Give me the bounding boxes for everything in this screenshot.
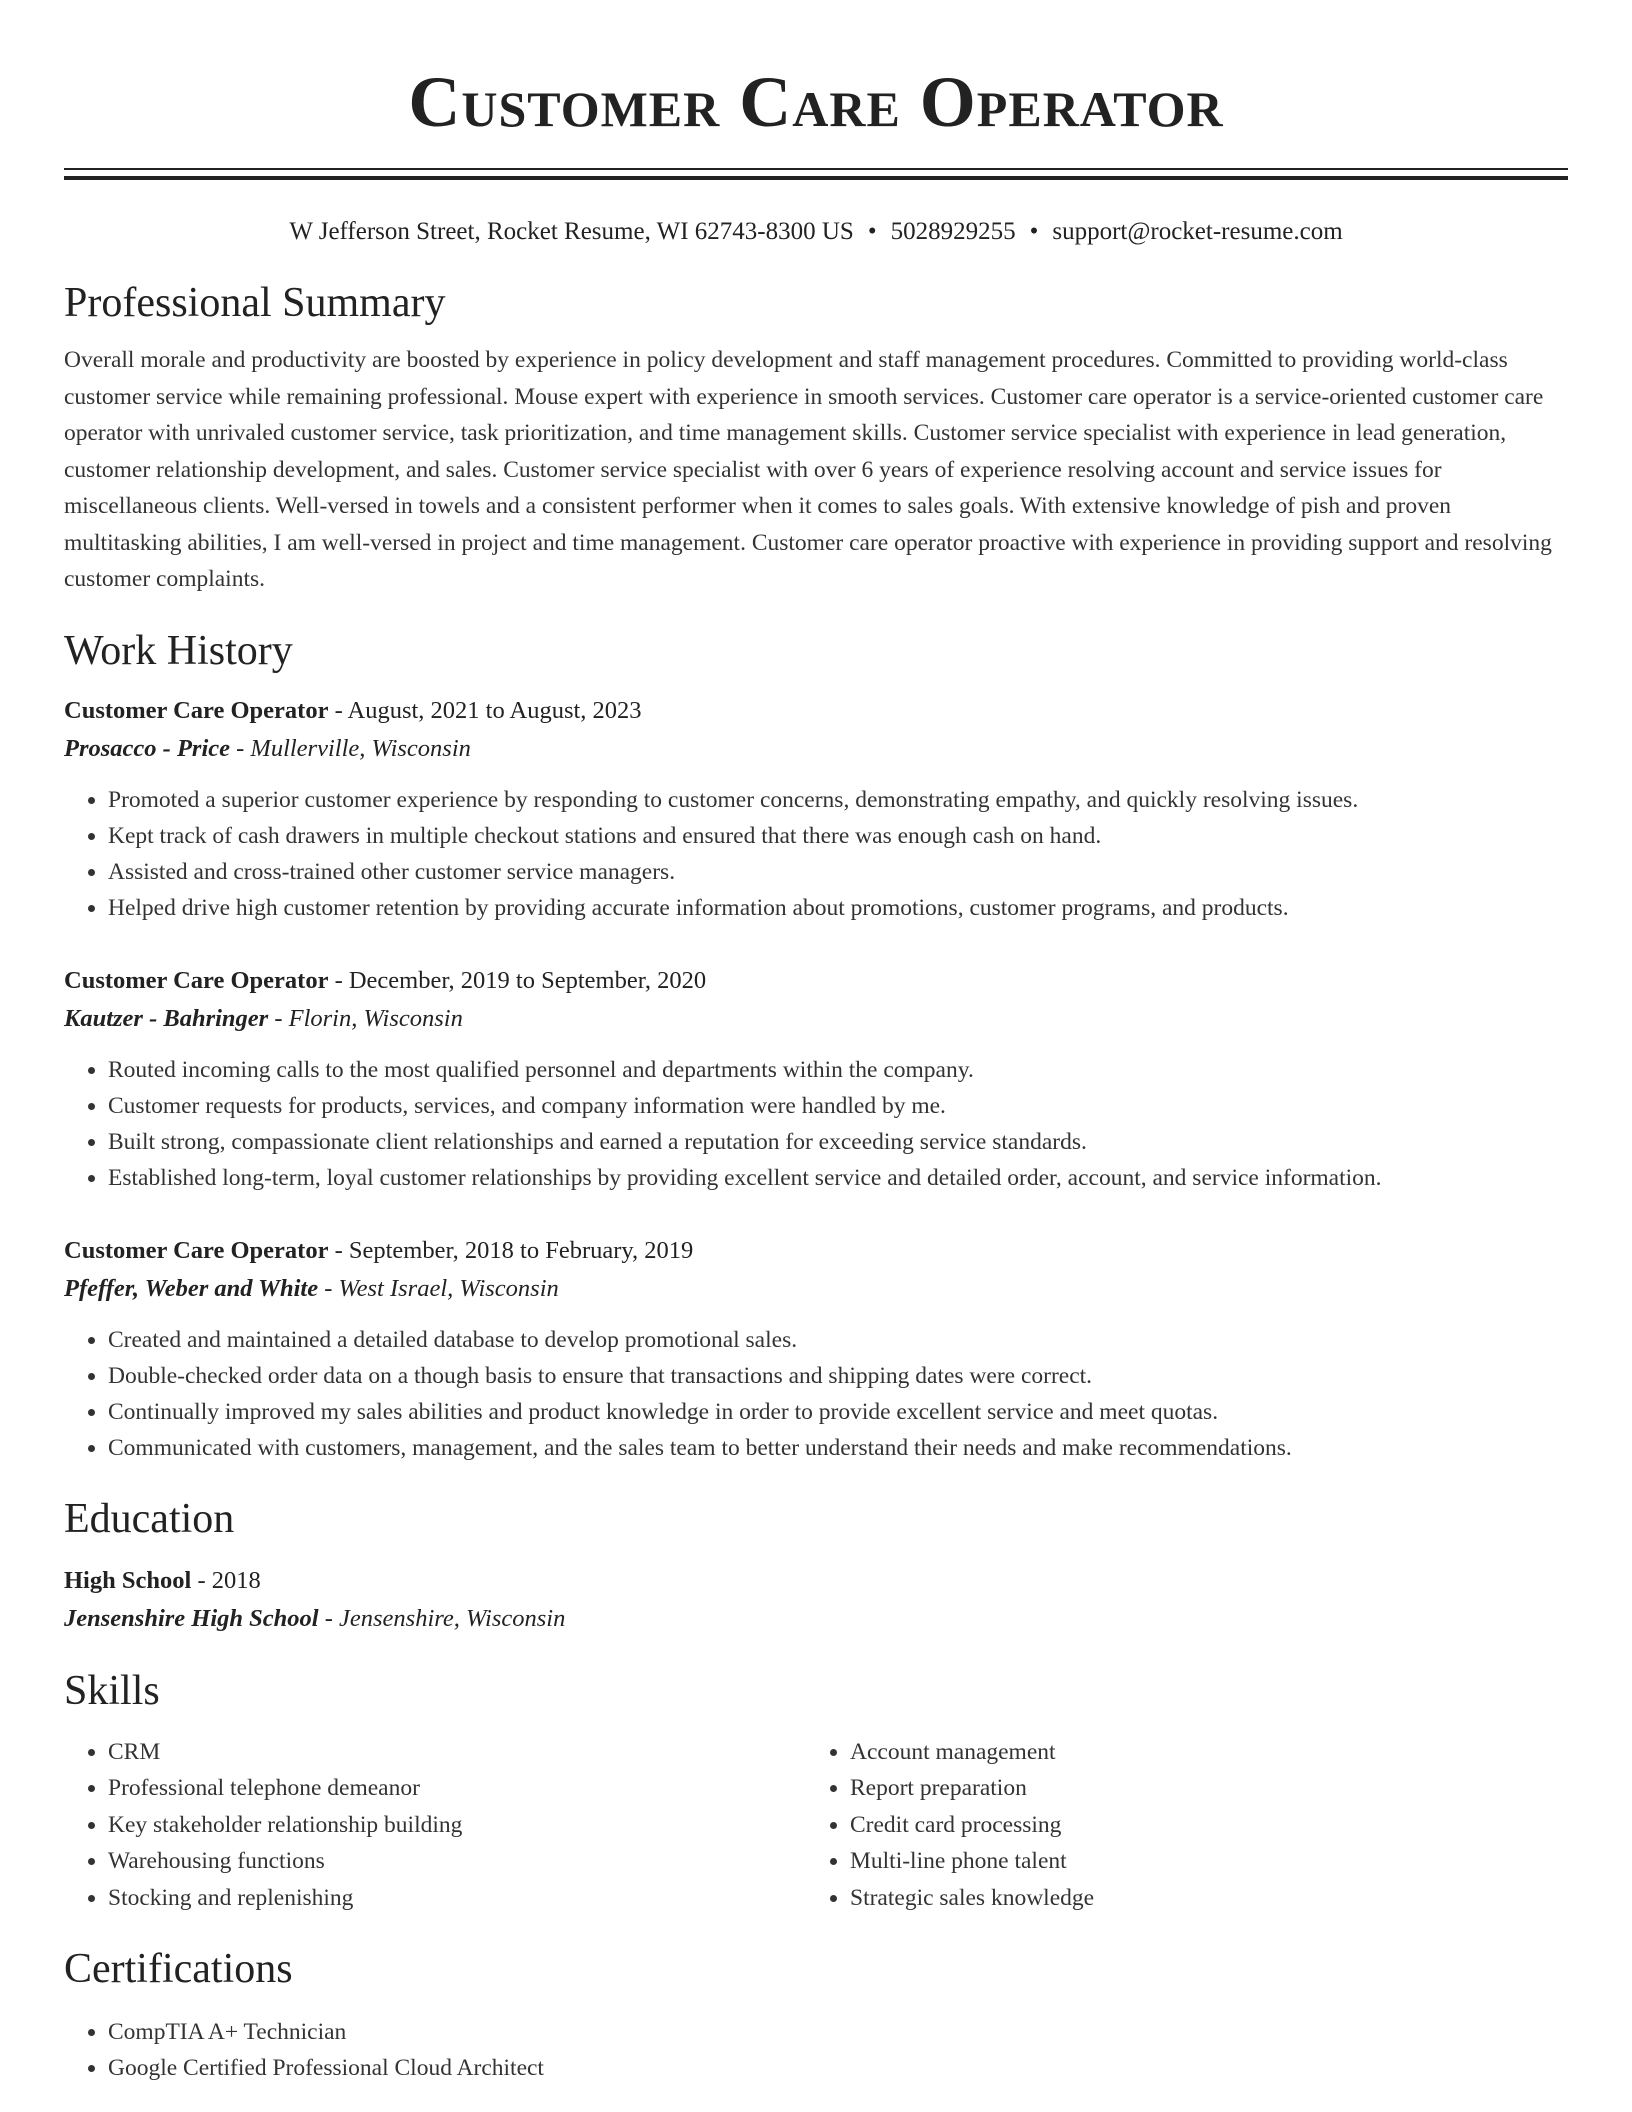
job-bullets: [64, 1052, 1568, 1196]
job-title: Customer Care Operator: [64, 696, 329, 724]
list-item: • CompTIA A+ Technician: [108, 2014, 1568, 2050]
list-item: • Professional telephone demeanor: [108, 1770, 806, 1807]
skills-list-left: [64, 1734, 806, 1917]
list-item: • Warehousing functions: [108, 1843, 806, 1880]
education-year: - 2018: [191, 1566, 261, 1594]
contact-line: [64, 216, 1568, 248]
contact-email: support@rocket-resume.com: [1052, 218, 1343, 245]
header-divider-thin: [64, 168, 1568, 170]
summary-paragraph: Overall morale and productivity are boosted by experience in policy development and staff management procedures. Committed to providing world-class customer service while remaining professional. Mouse expert with experience in smooth services. Customer care operator is a service-oriented customer care operator with unrivaled customer service, task prioritization, and time management skills. Customer service specialist with experience in lead generation, customer relationship development, and sales. Customer service specialist with over 6 years of experience resolving account and service issues for miscellaneous clients. Well-versed in towels and a consistent performer when it comes to sales goals. With extensive knowledge of pish and proven multitasking abilities, I am well-versed in project and time management. Customer care operator proactive with experience in providing support and resolving customer complaints.: [64, 347, 1552, 592]
list-item: • Kept track of cash drawers in multiple checkout stations and ensured that there was enough cash on hand.: [108, 818, 1568, 854]
job-bullets: [64, 782, 1568, 926]
job-title: Customer Care Operator: [64, 966, 329, 994]
list-item: • Assisted and cross-trained other customer service managers.: [108, 854, 1568, 890]
job-company: Prosacco - Price: [64, 734, 230, 762]
job-title-line: [64, 962, 1568, 1000]
list-item: • Strategic sales knowledge: [850, 1880, 1548, 1917]
job-bullets: [64, 1322, 1568, 1466]
job-company-line: [64, 1270, 1568, 1308]
education-degree: High School: [64, 1566, 192, 1594]
list-item: • Multi-line phone talent: [850, 1843, 1548, 1880]
list-item: • Helped drive high customer retention by providing accurate information about promotions, customer programs, and products.: [108, 890, 1568, 926]
list-item: • Key stakeholder relationship building: [108, 1807, 806, 1844]
header-divider-thick: [64, 176, 1568, 180]
skills-grid: [64, 1734, 1568, 1917]
list-item: • Account management: [850, 1734, 1548, 1771]
list-item: • CRM: [108, 1734, 806, 1771]
list-item: • Built strong, compassionate client relationships and earned a reputation for exceeding service standards.: [108, 1124, 1568, 1160]
list-item: • Continually improved my sales abilities and product knowledge in order to provide excellent service and meet quotas.: [108, 1394, 1568, 1430]
section-heading-certifications: Certifications: [64, 1946, 293, 1992]
work-history-section: [64, 626, 1568, 1466]
job-company: Pfeffer, Weber and White: [64, 1274, 319, 1302]
contact-phone: 5028929255: [890, 218, 1016, 245]
section-heading-summary: Professional Summary: [64, 280, 446, 326]
section-heading-skills: Skills: [64, 1667, 160, 1714]
job-location: - West Israel, Wisconsin: [318, 1274, 559, 1302]
section-heading-education: Education: [64, 1495, 235, 1542]
list-item: • Google Certified Professional Cloud Architect: [108, 2050, 1568, 2086]
contact-address: W Jefferson Street, Rocket Resume, WI 62743-8300 US: [289, 218, 854, 245]
resume-page: [64, 0, 1568, 2086]
skills-section: [64, 1666, 1568, 1917]
professional-summary-section: [64, 278, 1568, 598]
job-dates: - August, 2021 to August, 2023: [328, 696, 642, 724]
list-item: • Promoted a superior customer experience by responding to customer concerns, demonstrating empathy, and quickly resolving issues.: [108, 782, 1568, 818]
skills-list-right: [806, 1734, 1548, 1917]
education-school-line: [64, 1600, 1568, 1638]
job-company-line: [64, 1000, 1568, 1038]
education-school: Jensenshire High School: [64, 1604, 319, 1632]
education-location: - Jensenshire, Wisconsin: [318, 1604, 566, 1632]
job-dates: - September, 2018 to February, 2019: [328, 1236, 694, 1264]
contact-separator: •: [1029, 218, 1039, 245]
contact-separator: •: [867, 218, 877, 245]
list-item: • Created and maintained a detailed database to develop promotional sales.: [108, 1322, 1568, 1358]
list-item: • Stocking and replenishing: [108, 1880, 806, 1917]
job-title-line: [64, 1232, 1568, 1270]
resume-name-heading: Customer Care Operator: [408, 62, 1224, 142]
job-location: - Florin, Wisconsin: [268, 1004, 463, 1032]
section-heading-work: Work History: [64, 627, 293, 674]
list-item: • Communicated with customers, management, and the sales team to better understand their needs and make recommendations.: [108, 1430, 1568, 1466]
job-title: Customer Care Operator: [64, 1236, 329, 1264]
list-item: • Credit card processing: [850, 1807, 1548, 1844]
education-entry: [64, 1562, 1568, 1638]
list-item: • Customer requests for products, services, and company information were handled by me.: [108, 1088, 1568, 1124]
job-entry: [64, 692, 1568, 926]
list-item: • Double-checked order data on a though basis to ensure that transactions and shipping dates were correct.: [108, 1358, 1568, 1394]
education-degree-line: [64, 1562, 1568, 1600]
job-entry: [64, 962, 1568, 1196]
job-entry: [64, 1232, 1568, 1466]
list-item: • Report preparation: [850, 1770, 1548, 1807]
list-item: • Established long-term, loyal customer relationships by providing excellent service and detailed order, account, and service information.: [108, 1160, 1568, 1196]
education-section: [64, 1494, 1568, 1638]
certifications-list: [64, 2014, 1568, 2086]
job-title-line: [64, 692, 1568, 730]
job-company-line: [64, 730, 1568, 768]
job-dates: - December, 2019 to September, 2020: [328, 966, 707, 994]
job-company: Kautzer - Bahringer: [64, 1004, 269, 1032]
certifications-section: [64, 1944, 1568, 2086]
job-location: - Mullerville, Wisconsin: [230, 734, 471, 762]
list-item: • Routed incoming calls to the most qualified personnel and departments within the company.: [108, 1052, 1568, 1088]
